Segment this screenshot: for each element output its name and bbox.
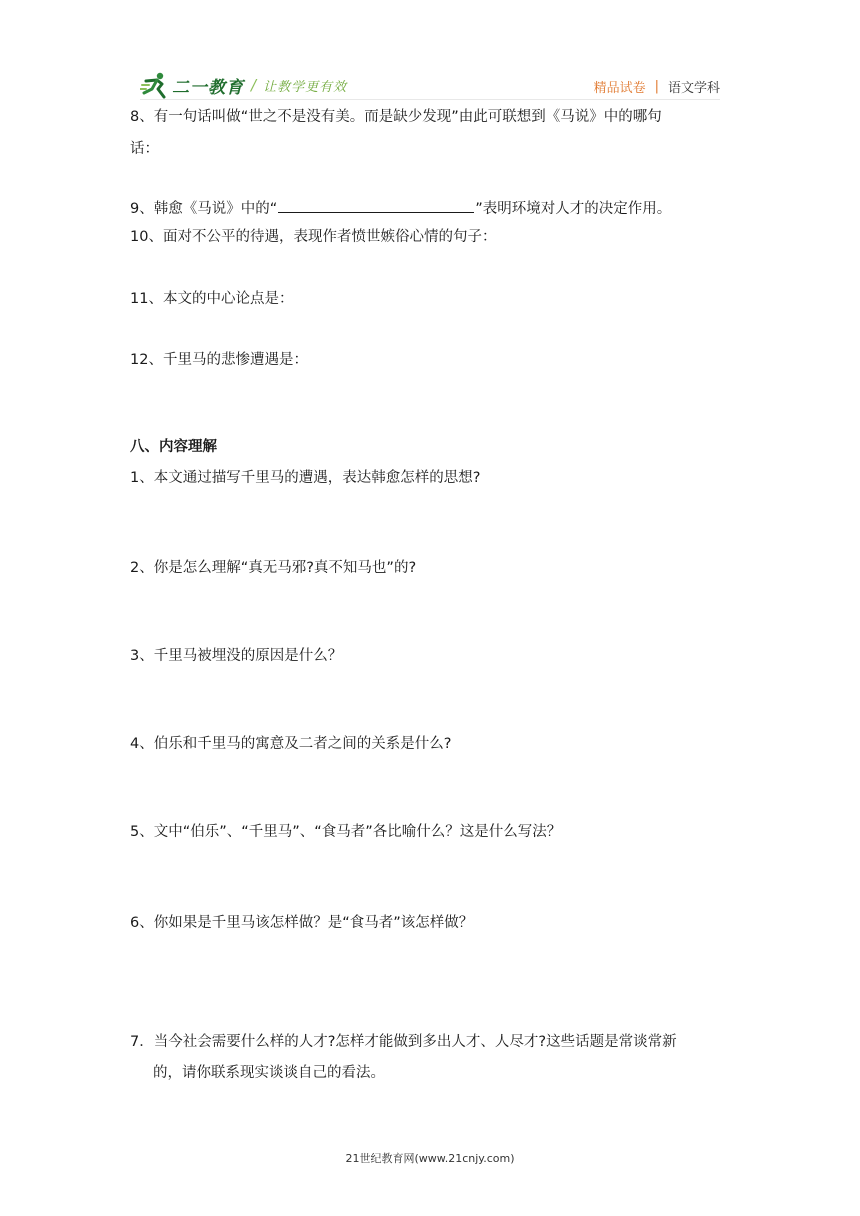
content-question-4: 4、伯乐和千里马的寓意及二者之间的关系是什么? [130, 736, 452, 752]
question-9-prefix: 9、韩愈《马说》中的“ [130, 201, 278, 217]
logo-tagline: 让教学更有效 [263, 79, 348, 95]
logo-slash: / [251, 76, 257, 94]
question-11: 11、本文的中心论点是： [130, 291, 294, 307]
content-question-6: 6、你如果是千里马该怎样做？是“食马者”该怎样做？ [130, 915, 474, 931]
header-separator: | [654, 79, 659, 94]
page-header [0, 0, 860, 100]
question-8-line-2: 话： [130, 141, 159, 157]
content-question-7-line-1: 7．当今社会需要什么样的人才?怎样才能做到多出人才、人尽才?这些话题是常谈常新 [130, 1034, 677, 1050]
content-question-2: 2、你是怎么理解“真无马邪?真不知马也”的? [130, 560, 417, 576]
content-question-1: 1、本文通过描写千里马的遭遇，表达韩愈怎样的思想? [130, 470, 481, 486]
content-question-5: 5、文中“伯乐”、“千里马”、“食马者”各比喻什么？这是什么写法？ [130, 824, 562, 840]
question-12: 12、千里马的悲惨遭遇是： [130, 352, 308, 368]
header-divider [140, 99, 720, 100]
running-man-icon [140, 71, 170, 99]
question-8-line-1: 8、有一句话叫做“世之不是没有美。而是缺少发现”由此可联想到《马说》中的哪句 [130, 109, 662, 125]
header-tags [594, 77, 720, 96]
page-footer: 21世纪教育网(www.21cnjy.com) [345, 1152, 515, 1165]
header-tag-quality: 精品试卷 [593, 81, 646, 96]
answer-blank[interactable] [278, 198, 474, 213]
header-tag-subject: 语文学科 [667, 81, 720, 96]
section-title-content: 八、内容理解 [130, 439, 217, 455]
content-question-7-line-2: 的，请你联系现实谈谈自己的看法。 [153, 1065, 385, 1081]
question-9 [130, 198, 671, 219]
question-9-suffix: ”表明环境对人才的决定作用。 [475, 201, 672, 217]
logo-brand: 二一教育 [172, 77, 244, 98]
question-10: 10、面对不公平的待遇，表现作者愤世嫉俗心情的句子： [130, 229, 497, 245]
content-question-3: 3、千里马被埋没的原因是什么？ [130, 648, 343, 664]
logo [140, 70, 347, 100]
